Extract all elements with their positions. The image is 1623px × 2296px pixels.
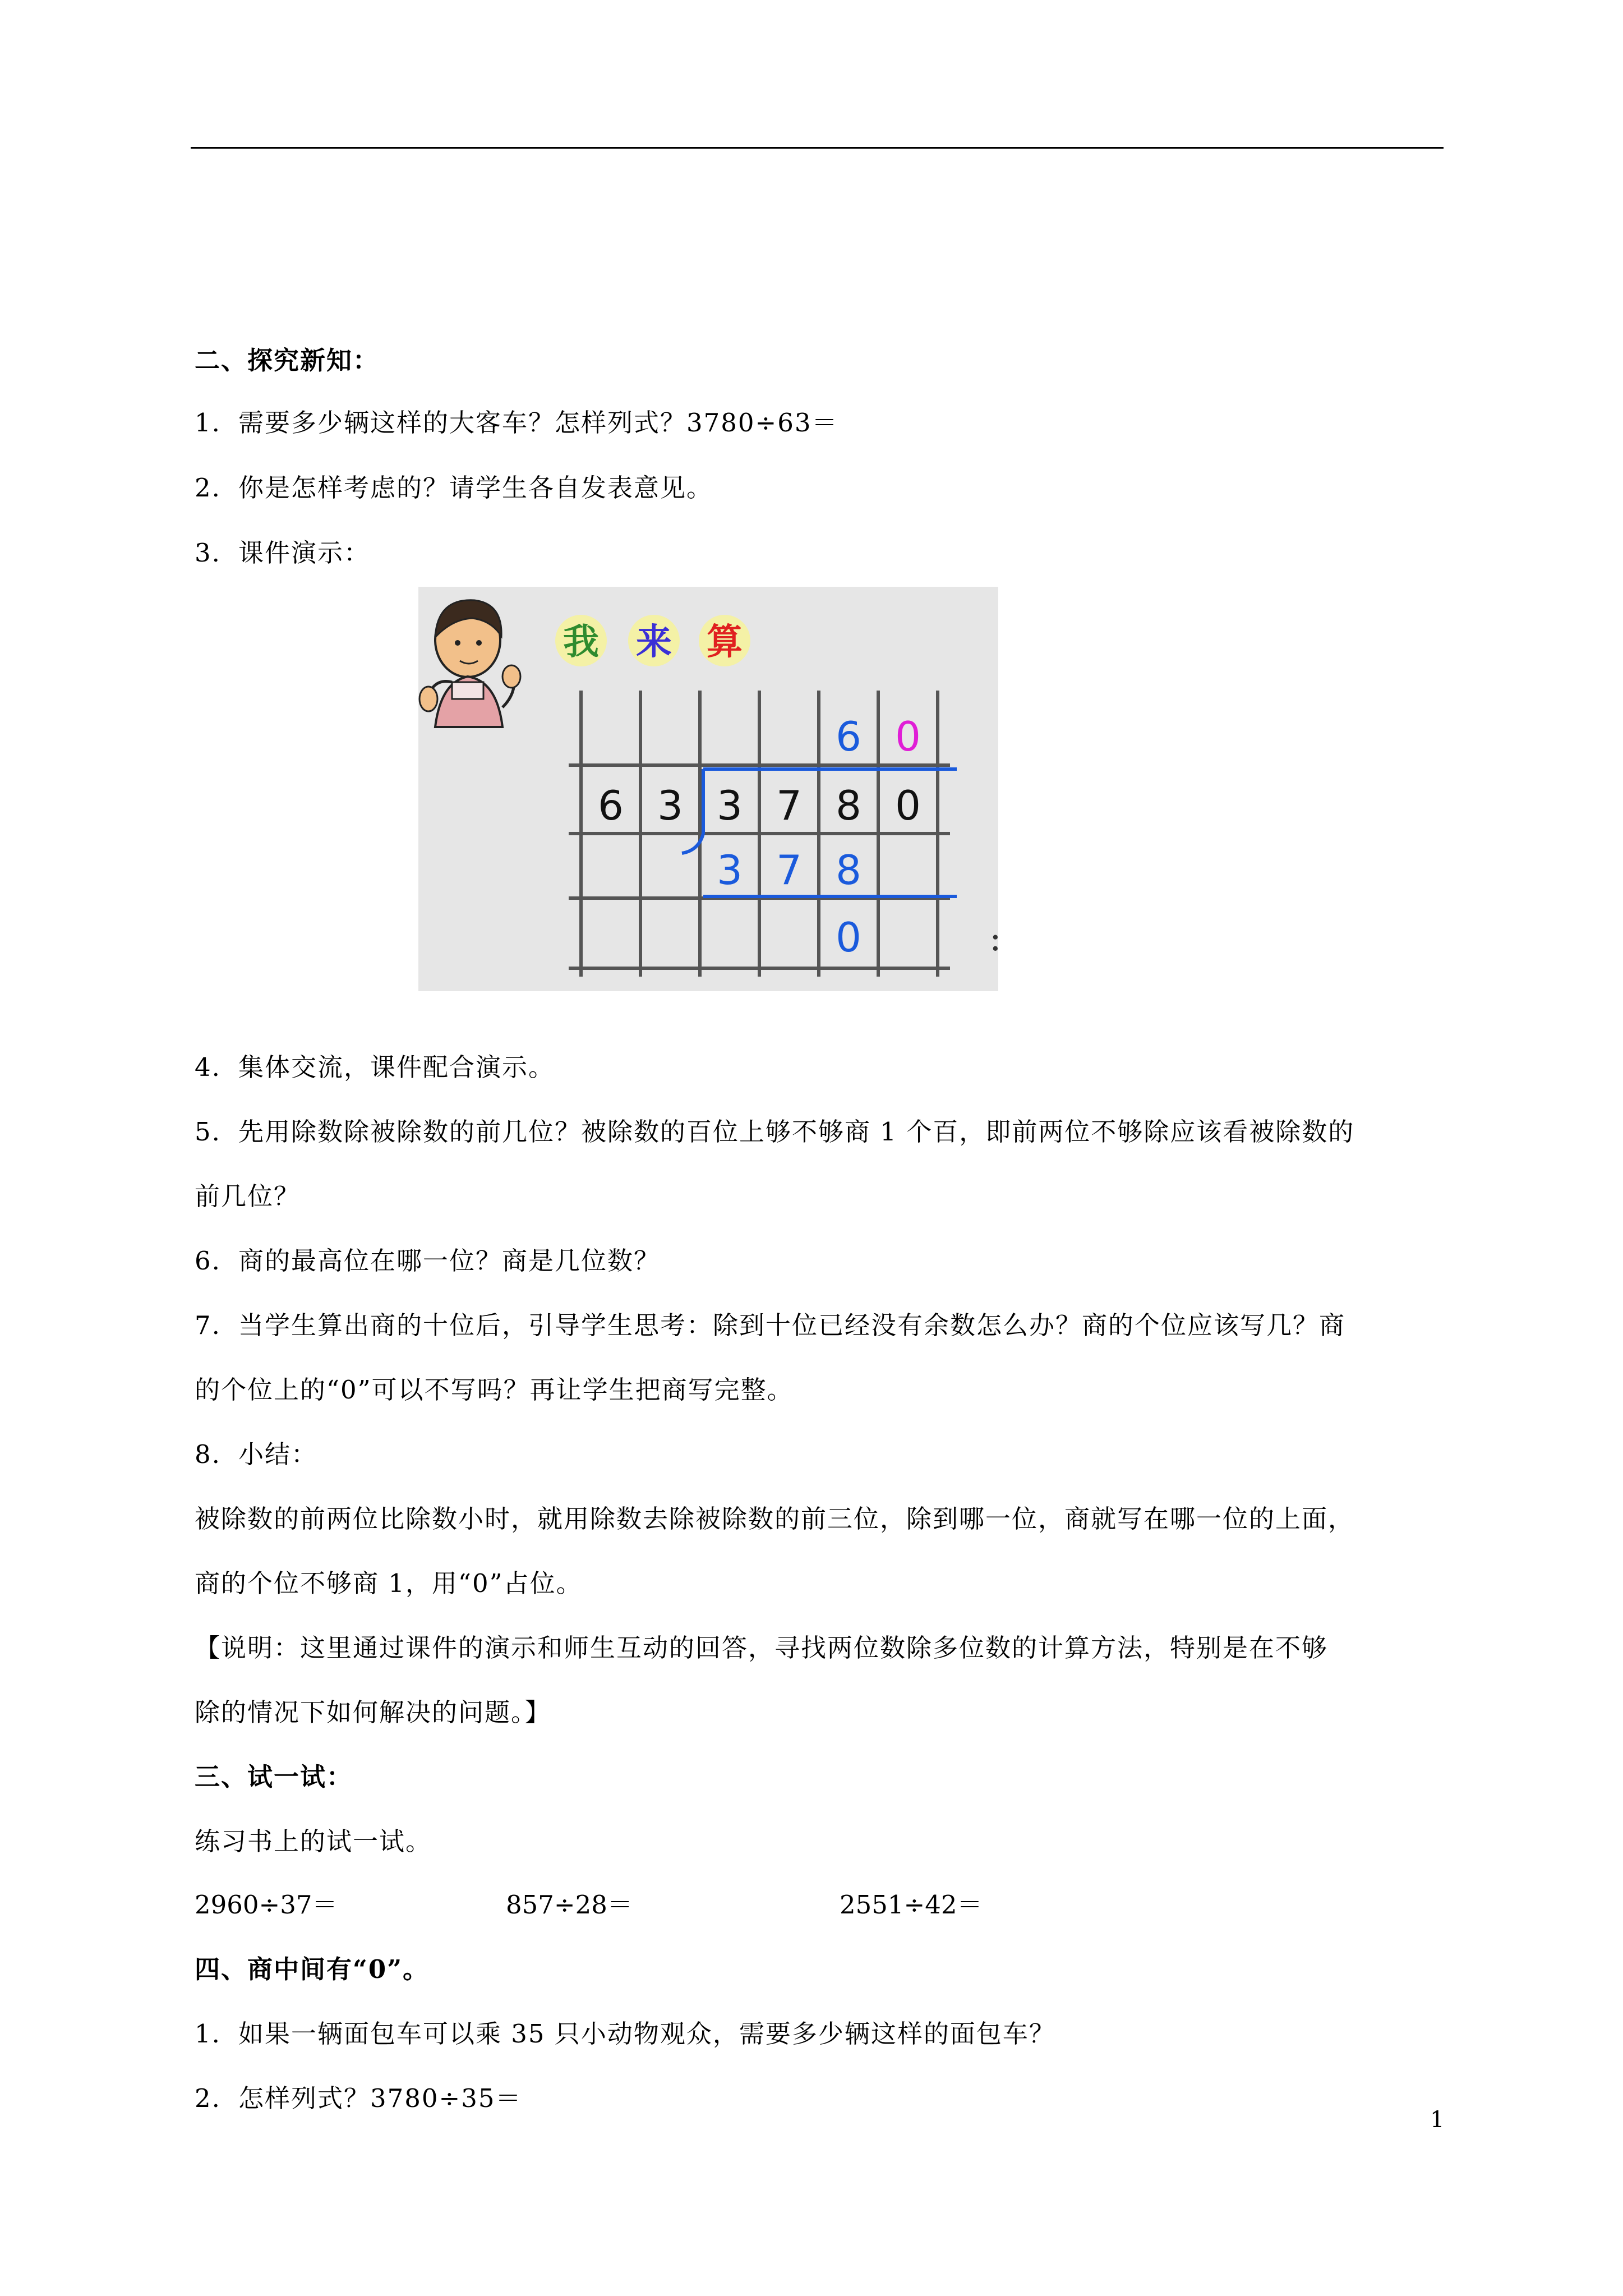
item-text: 商的最高位在哪一位？商是几位数？ bbox=[238, 1246, 661, 1276]
badge-suan-text: 算 bbox=[707, 622, 743, 663]
teacher-illustration bbox=[419, 600, 520, 727]
try-problem: 2551÷42＝ bbox=[840, 1890, 983, 1920]
item-number: 2. bbox=[195, 473, 221, 503]
badge-suan bbox=[699, 615, 750, 666]
explore-item-2 bbox=[195, 472, 1456, 503]
item-text: 集体交流，课件配合演示。 bbox=[238, 1052, 555, 1082]
explore-item-3 bbox=[195, 537, 1456, 568]
summary-line: 被除数的前两位比除数小时，就用除数去除被除数的前三位，除到哪一位，商就写在哪一位的上面， bbox=[195, 1504, 1355, 1534]
item-text: 当学生算出商的十位后，引导学生思考：除到十位已经没有余数怎么办？商的个位应该写几？商 bbox=[238, 1310, 1346, 1340]
try-problem: 857÷28＝ bbox=[506, 1890, 633, 1920]
product-digit: 8 bbox=[836, 846, 861, 894]
item-number: 5. bbox=[195, 1117, 221, 1147]
long-division-illustration bbox=[418, 587, 1002, 991]
item-text: 课件演示： bbox=[238, 538, 371, 568]
explore-item-7-cont: 的个位上的“0”可以不写吗？再让学生把商写完整。 bbox=[195, 1375, 794, 1405]
explore-item-1 bbox=[195, 407, 1456, 438]
section-heading-zero-middle: 四、商中间有“0”。 bbox=[195, 1954, 430, 1984]
item-number: 6. bbox=[195, 1246, 221, 1276]
product-digit: 7 bbox=[776, 846, 802, 894]
badge-wo bbox=[555, 615, 607, 666]
explore-item-5 bbox=[195, 1116, 1456, 1147]
badge-lai-text: 来 bbox=[636, 622, 672, 663]
zero-middle-item-2 bbox=[195, 2083, 1456, 2114]
cropped-glyph: : bbox=[989, 918, 1002, 959]
dividend-digit: 3 bbox=[717, 782, 743, 829]
dividend-digit: 0 bbox=[895, 782, 921, 829]
zero-middle-item-1 bbox=[195, 2018, 1456, 2049]
dividend-digit: 7 bbox=[776, 782, 802, 829]
explore-item-8 bbox=[195, 1439, 1456, 1470]
dividend-digit: 8 bbox=[836, 782, 861, 829]
badge-lai bbox=[628, 615, 680, 666]
try-intro: 练习书上的试一试。 bbox=[195, 1826, 432, 1856]
courseware-figure bbox=[418, 587, 1002, 991]
calculation-grid bbox=[569, 691, 950, 977]
explore-item-5-cont: 前几位？ bbox=[195, 1181, 301, 1211]
note-line: 除的情况下如何解决的问题。】 bbox=[195, 1697, 551, 1727]
item-number: 2. bbox=[195, 2083, 221, 2113]
item-text: 小结： bbox=[238, 1439, 318, 1469]
page-number: 1 bbox=[1430, 2107, 1445, 2133]
product-digit: 3 bbox=[717, 846, 743, 894]
item-text: 怎样列式？3780÷35＝ bbox=[238, 2083, 522, 2113]
item-number: 8. bbox=[195, 1439, 221, 1469]
summary-line: 商的个位不够商 1，用“0”占位。 bbox=[195, 1568, 583, 1598]
section-heading-try: 三、试一试： bbox=[195, 1762, 353, 1792]
item-text: 先用除数除被除数的前几位？被除数的百位上够不够商 1 个百，即前两位不够除应该看被除数的 bbox=[238, 1117, 1355, 1147]
explore-item-4 bbox=[195, 1052, 1456, 1083]
item-text: 需要多少辆这样的大客车？怎样列式？3780÷63＝ bbox=[238, 408, 838, 438]
quotient-tens-digit: 6 bbox=[836, 713, 861, 760]
item-number: 1. bbox=[195, 2019, 221, 2049]
explore-item-6 bbox=[195, 1245, 1456, 1276]
divisor-digit: 6 bbox=[598, 782, 624, 829]
item-number: 3. bbox=[195, 538, 221, 568]
item-number: 1. bbox=[195, 408, 221, 438]
remainder-digit: 0 bbox=[836, 914, 861, 961]
item-text: 如果一辆面包车可以乘 35 只小动物观众，需要多少辆这样的面包车？ bbox=[238, 2019, 1055, 2049]
item-text: 你是怎样考虑的？请学生各自发表意见。 bbox=[238, 473, 713, 503]
section-heading-explore: 二、探究新知： bbox=[195, 346, 380, 375]
item-number: 4. bbox=[195, 1052, 221, 1082]
badge-wo-text: 我 bbox=[563, 622, 599, 663]
header-rule bbox=[191, 147, 1444, 149]
item-number: 7. bbox=[195, 1310, 221, 1340]
divisor-digit: 3 bbox=[657, 782, 683, 829]
explore-item-7 bbox=[195, 1310, 1456, 1341]
quotient-ones-digit: 0 bbox=[895, 713, 921, 760]
try-problem: 2960÷37＝ bbox=[195, 1890, 338, 1920]
note-line: 【说明：这里通过课件的演示和师生互动的回答，寻找两位数除多位数的计算方法，特别是在不够 bbox=[195, 1633, 1329, 1663]
